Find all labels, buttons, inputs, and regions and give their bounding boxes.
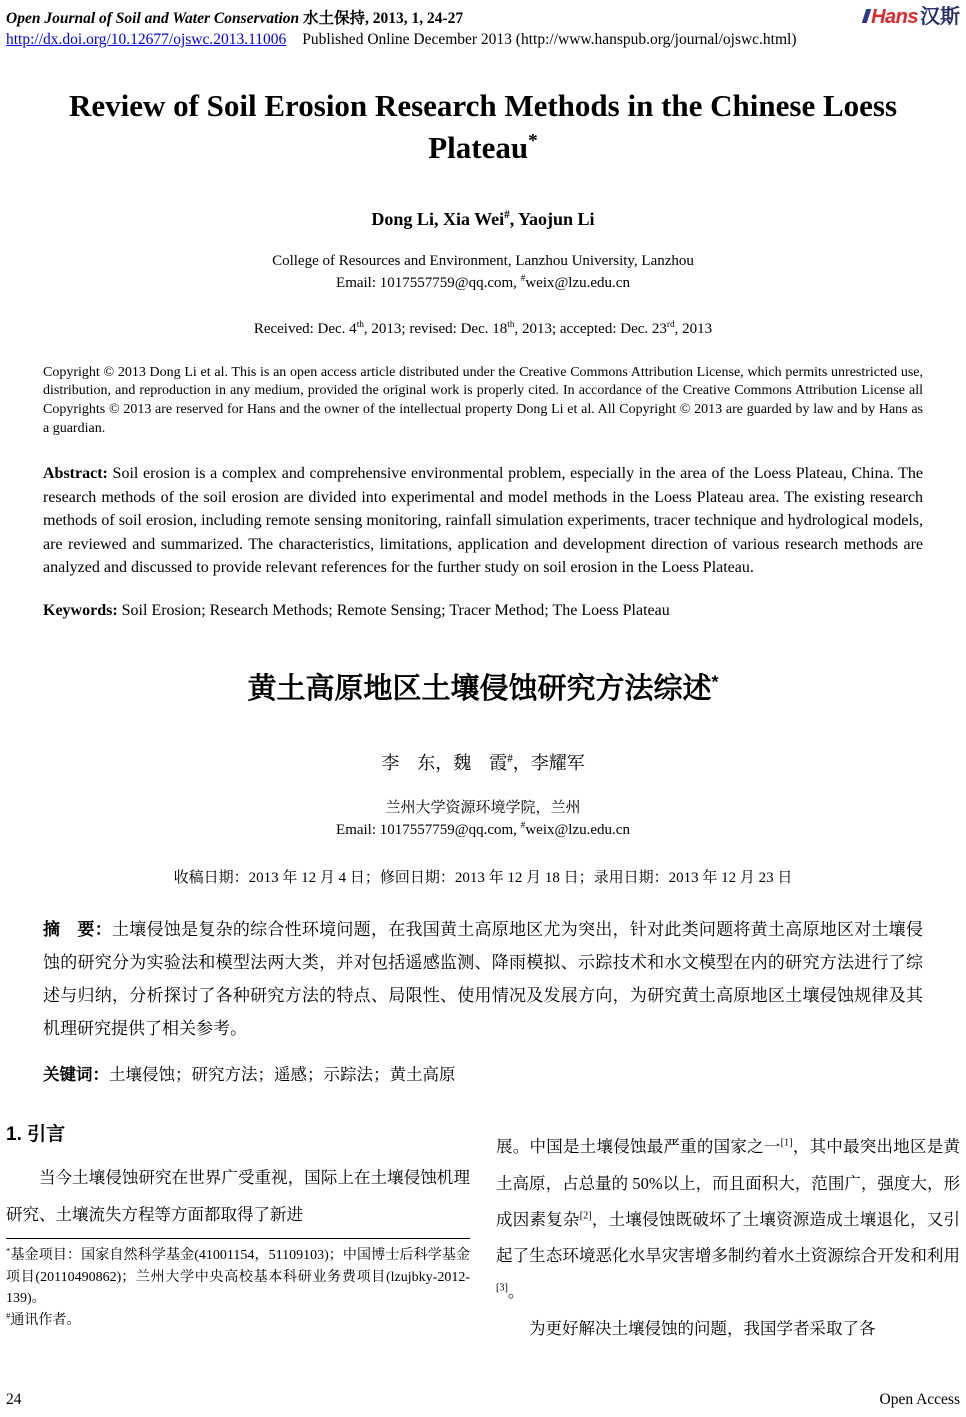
corresponding-author-mark: # bbox=[504, 208, 510, 221]
funding-footnote-text: 基金项目：国家自然科学基金(41001154，51109103)；中国博士后科学基金项目(20110490862)；兰州大学中央高校基本科研业务费项目(lzujbky-2012-139)。 bbox=[6, 1247, 470, 1307]
email-line bbox=[43, 272, 923, 295]
copyright-paragraph: Copyright © 2013 Dong Li et al. This is an open access article distributed under the Creative Commons Attribution License, which permits unrestricted use, distribution, and reproduction in any medium, provided the original work is properly cited. In accordance of the Creative Commons Attribution License all Copyrights © 2013 are reserved for Hans and the owner of the intellectual property Dong Li et al. All Copyright © 2013 are guarded by law and by Hans as a guardian. bbox=[43, 364, 923, 436]
page-footer bbox=[6, 1391, 960, 1409]
title-footnote-mark: * bbox=[528, 130, 538, 152]
hans-publisher-logo bbox=[864, 7, 960, 27]
cn-abstract-label: 摘 要： bbox=[43, 919, 113, 939]
cn-dates-line: 收稿日期：2013 年 12 月 4 日；修回日期：2013 年 12 月 18 日；录用日期：2013 年 12 月 23 日 bbox=[173, 869, 793, 886]
intro-right-text: ，其中最突出地区是黄土高原，占总量的 50%以上，而且面积大，范围广，强度大，形成因素复杂 bbox=[496, 1137, 961, 1229]
cn-authors-line bbox=[43, 749, 923, 775]
section-1-heading: 1. 引言 bbox=[6, 1124, 66, 1146]
citation-ref-3: [3] bbox=[496, 1282, 508, 1294]
received-part: , 2013; accepted: Dec. 23 bbox=[514, 320, 667, 337]
keywords-text: Soil Erosion; Research Methods; Remote Sensing; Tracer Method; The Loess Plateau bbox=[117, 601, 670, 619]
doi-line bbox=[6, 31, 960, 49]
funding-footnote-mark: * bbox=[6, 1245, 11, 1256]
received-sup: rd bbox=[666, 319, 675, 330]
received-part: , 2013 bbox=[674, 320, 713, 337]
keywords-label: Keywords: bbox=[43, 601, 118, 619]
cn-abstract-paragraph bbox=[43, 913, 923, 1046]
abstract-paragraph bbox=[43, 462, 923, 580]
hans-logo-cjk-text: 汉斯 bbox=[920, 6, 960, 28]
hans-logo-blue-mark-icon bbox=[862, 9, 872, 23]
doi-link[interactable]: http://dx.doi.org/10.12677/ojswc.2013.11006 bbox=[6, 31, 287, 48]
authors-line bbox=[43, 209, 923, 230]
received-sup: th bbox=[507, 319, 515, 330]
intro-paragraph-right-2: 为更好解决土壤侵蚀的问题，我国学者采取了各 bbox=[529, 1318, 876, 1338]
affiliation-block bbox=[43, 250, 923, 295]
keywords-line bbox=[43, 602, 923, 620]
email-part1: Email: 1017557759@qq.com, bbox=[336, 275, 521, 292]
intro-right-text: 。 bbox=[507, 1282, 525, 1302]
open-access-label: Open Access bbox=[879, 1391, 960, 1408]
corresponding-footnote-text: 通讯作者。 bbox=[10, 1312, 81, 1328]
affiliation-line: College of Resources and Environment, Lanzhou University, Lanzhou bbox=[272, 252, 694, 269]
cn-keywords-line bbox=[43, 1061, 923, 1085]
corresponding-footnote-mark: # bbox=[6, 1310, 11, 1321]
email-part2: weix@lzu.edu.cn bbox=[525, 275, 630, 292]
cn-keywords-label: 关键词： bbox=[43, 1066, 109, 1085]
email-mark: # bbox=[520, 274, 526, 285]
article-title bbox=[43, 85, 923, 169]
received-part: Received: Dec. 4 bbox=[253, 320, 357, 337]
received-part: , 2013; revised: Dec. 18 bbox=[363, 320, 508, 337]
cn-email-part2: weix@lzu.edu.cn bbox=[525, 822, 630, 839]
abstract-label: Abstract: bbox=[43, 465, 108, 483]
footnote-block bbox=[6, 1238, 470, 1332]
left-column bbox=[6, 1117, 470, 1347]
cn-affiliation-block bbox=[43, 797, 923, 842]
right-column bbox=[496, 1117, 960, 1347]
cn-authors-part1: 李 东，魏 霞 bbox=[381, 752, 508, 773]
cn-email-line bbox=[43, 819, 923, 842]
corresponding-author-footnote bbox=[6, 1310, 470, 1332]
cn-title-footnote-mark: * bbox=[711, 671, 719, 692]
cn-keywords-text: 土壤侵蚀；研究方法；遥感；示踪法；黄土高原 bbox=[109, 1065, 456, 1085]
cn-abstract-text: 土壤侵蚀是复杂的综合性环境问题，在我国黄土高原地区尤为突出，针对此类问题将黄土高原地区对土壤侵蚀的研究分为实验法和模型法两大类，并对包括遥感监测、降雨模拟、示踪技术和水文模型在内的研究方法进行了综述与归纳，分析探讨了各种研究方法的特点、局限性、使用情况及发展方向，为研究黄土高原地区土壤侵蚀规律及其机理研究提供了相关参考。 bbox=[43, 919, 924, 1039]
intro-right-text: ，土壤侵蚀既破坏了土壤资源造成土壤退化，又引起了生态环境恶化水旱灾害增多制约着水土资源综合开发和利用 bbox=[496, 1209, 961, 1266]
cn-email-mark: # bbox=[520, 821, 526, 832]
journal-name: Open Journal of Soil and Water Conservation bbox=[6, 10, 300, 27]
citation-ref-1: [1] bbox=[780, 1137, 793, 1149]
cn-authors-part2: ，李耀军 bbox=[512, 752, 585, 773]
intro-paragraph-left: 当今土壤侵蚀研究在世界广受重视，国际上在土壤侵蚀机理研究、土壤流失方程等方面都取得了新进 bbox=[6, 1168, 470, 1224]
journal-title-line bbox=[6, 6, 463, 28]
cn-email-part1: Email: 1017557759@qq.com, bbox=[336, 822, 521, 839]
page-number: 24 bbox=[6, 1391, 22, 1408]
received-sup: th bbox=[356, 319, 364, 330]
abstract-text: Soil erosion is a complex and comprehensive environmental problem, especially in the area of the Loess Plateau, China. The research methods of the soil erosion are divided into experimental and model methods in the Loess Plateau area. The existing research methods of soil erosion, including remote sensing monitoring, rainfall simulation experiments, tracer technique and hydrological models, are reviewed and summarized. The characteristics, limitations, application and development direction of various research methods are analyzed and discussed to provide relevant references for the further study on soil erosion in the Loess Plateau. bbox=[43, 465, 923, 577]
cn-title-text: 黄土高原地区土壤侵蚀研究方法综述 bbox=[247, 672, 712, 705]
received-line bbox=[43, 321, 923, 338]
cn-article-title bbox=[43, 666, 923, 707]
intro-paragraph-right bbox=[496, 1129, 960, 1310]
hans-logo-text: Hans bbox=[871, 6, 918, 28]
authors-part1: Dong Li, Xia Wei bbox=[371, 208, 505, 229]
published-online-text: Published Online December 2013 (http://www.hanspub.org/journal/ojswc.html) bbox=[302, 31, 797, 48]
page-header bbox=[6, 6, 960, 28]
intro-right-text: 展。中国是土壤侵蚀最严重的国家之一 bbox=[496, 1137, 781, 1157]
article-title-text: Review of Soil Erosion Research Methods in the Chinese Loess Plateau bbox=[68, 88, 898, 165]
cn-affiliation-line: 兰州大学资源环境学院，兰州 bbox=[385, 799, 581, 816]
authors-part2: , Yaojun Li bbox=[509, 208, 595, 229]
funding-footnote bbox=[6, 1245, 470, 1310]
citation-ref-2: [2] bbox=[579, 1210, 592, 1222]
journal-issue-info: 水土保持, 2013, 1, 24-27 bbox=[299, 10, 464, 27]
cn-corresponding-author-mark: # bbox=[507, 752, 513, 765]
intro-two-column-section bbox=[6, 1117, 960, 1347]
